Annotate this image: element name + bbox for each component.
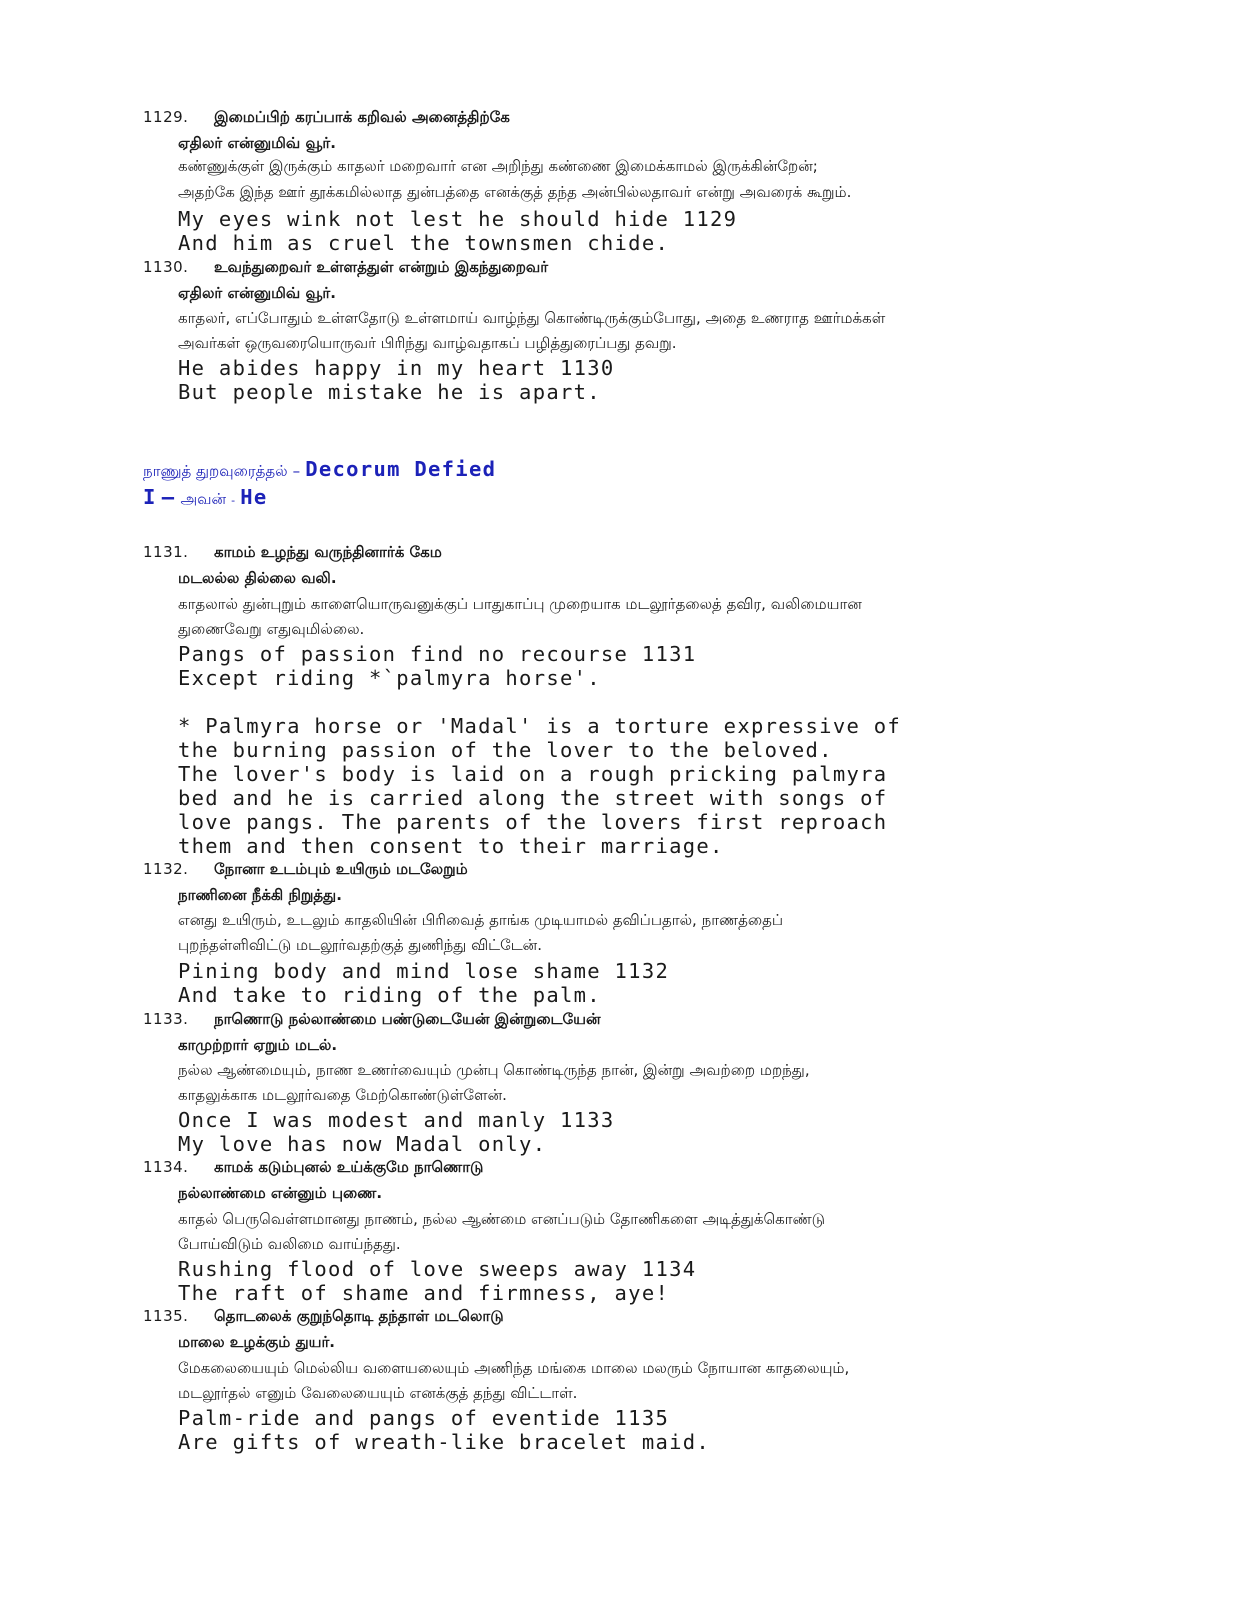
verse-line-1: நோனா உடம்பும் உயிரும் மடலேறும் [214, 860, 468, 878]
explanation-line: காதலர், எப்போதும் உள்ளதோடு உள்ளமாய் வாழ்ந்து கொண்டிருக்கும்போது, அதை உணராத ஊர்மக்கள் [178, 309, 886, 327]
verse-line-2: காமுற்றார் ஏறும் மடல். [178, 1036, 338, 1054]
verse-number: 1130. [143, 258, 189, 276]
explanation-line: மேகலையையும் மெல்லிய வளையலையும் அணிந்த மங்கை மாலை மலரும் நோயான காதலையும், [178, 1359, 850, 1377]
verse-line-1: தொடலைக் குறுந்தொடி தந்தாள் மடலொடு [214, 1307, 504, 1325]
verse-number: 1129. [143, 108, 189, 126]
verse-line-1: காமக் கடும்புனல் உய்க்குமே நாணொடு [214, 1158, 484, 1176]
verse-line-2: மடலல்ல தில்லை வலி. [178, 569, 337, 587]
footnote-line: love pangs. The parents of the lovers first reproach [178, 810, 888, 834]
english-line: And him as cruel the townsmen chide. [178, 231, 670, 255]
footnote-line: them and then consent to their marriage. [178, 834, 724, 858]
verse-line-1: நாணொடு நல்லாண்மை பண்டுடையேன் இன்றுடையேன் [214, 1010, 601, 1028]
footnote-line: * Palmyra horse or 'Madal' is a torture expressive of [178, 714, 902, 738]
explanation-line: கண்ணுக்குள் இருக்கும் காதலர் மறைவார் என அறிந்து கண்ணை இமைக்காமல் இருக்கின்றேன்; [178, 157, 818, 175]
explanation-line: காதலால் துன்புறும் காளையொருவனுக்குப் பாதுகாப்பு முறையாக மடலூர்தலைத் தவிர, வலிமையான [178, 595, 862, 613]
verse-line-2: நல்லாண்மை என்னும் புணை. [178, 1184, 383, 1202]
explanation-line: அதற்கே இந்த ஊர் தூக்கமில்லாத துன்பத்தை எனக்குத் தந்த அன்பில்லதாவர் என்று அவரைக் கூறும். [178, 183, 852, 201]
chapter-subtitle [143, 485, 268, 510]
chapter-title-tamil: நாணுத் துறவுரைத்தல் [143, 462, 288, 480]
english-line: Pining body and mind lose shame 1132 [178, 959, 670, 983]
subtitle-english: He [240, 485, 268, 509]
verse-number: 1133. [143, 1010, 189, 1028]
verse-number: 1131. [143, 543, 189, 561]
verse-number: 1132. [143, 860, 189, 878]
verse-line-1: இமைப்பிற் கரப்பாக் கறிவல் அனைத்திற்கே [214, 108, 510, 126]
explanation-line: மடலூர்தல் எனும் வேலையையும் எனக்குத் தந்து விட்டாள். [178, 1384, 578, 1402]
english-line: Palm-ride and pangs of eventide 1135 [178, 1406, 670, 1430]
english-line: Except riding *`palmyra horse'. [178, 666, 601, 690]
english-line: The raft of shame and firmness, aye! [178, 1281, 670, 1305]
footnote-line: bed and he is carried along the street with songs of [178, 786, 888, 810]
english-line: But people mistake he is apart. [178, 380, 601, 404]
english-line: Are gifts of wreath-like bracelet maid. [178, 1430, 711, 1454]
subtitle-separator: – [161, 485, 176, 509]
verse-line-2: நாணினை நீக்கி நிறுத்து. [178, 886, 342, 904]
english-line: Rushing flood of love sweeps away 1134 [178, 1257, 697, 1281]
footnote-line: The lover's body is laid on a rough pricking palmyra [178, 762, 888, 786]
explanation-line: காதலுக்காக மடலூர்வதை மேற்கொண்டுள்ளேன். [178, 1086, 507, 1104]
chapter-title [143, 457, 496, 482]
english-line: Pangs of passion find no recourse 1131 [178, 642, 697, 666]
english-line: My love has now Madal only. [178, 1132, 547, 1156]
english-line: He abides happy in my heart 1130 [178, 356, 615, 380]
explanation-line: துணைவேறு எதுவுமில்லை. [178, 620, 365, 638]
english-line: My eyes wink not lest he should hide 1129 [178, 207, 738, 231]
english-line: And take to riding of the palm. [178, 983, 601, 1007]
subtitle-dot: - [231, 494, 236, 507]
footnote-line: the burning passion of the lover to the beloved. [178, 738, 833, 762]
english-line: Once I was modest and manly 1133 [178, 1108, 615, 1132]
verse-line-2: ஏதிலர் என்னுமிவ் வூர். [178, 284, 336, 302]
subtitle-tamil: அவன் [180, 490, 227, 508]
explanation-line: அவர்கள் ஒருவரையொருவர் பிரிந்து வாழ்வதாகப் பழித்துரைப்பது தவறு. [178, 334, 677, 352]
explanation-line: போய்விடும் வலிமை வாய்ந்தது. [178, 1235, 401, 1253]
verse-line-2: ஏதிலர் என்னுமிவ் வூர். [178, 134, 336, 152]
chapter-title-separator: – [292, 462, 301, 480]
explanation-line: எனது உயிரும், உடலும் காதலியின் பிரிவைத் தாங்க முடியாமல் தவிப்பதால், நாணத்தைப் [178, 911, 784, 929]
explanation-line: புறந்தள்ளிவிட்டு மடலூர்வதற்குத் துணிந்து விட்டேன். [178, 936, 542, 954]
chapter-title-english: Decorum Defied [305, 457, 497, 481]
explanation-line: காதல் பெருவெள்ளமானது நாணம், நல்ல ஆண்மை எனப்படும் தோணிகளை அடித்துக்கொண்டு [178, 1210, 826, 1228]
verse-line-2: மாலை உழக்கும் துயர். [178, 1333, 335, 1351]
explanation-line: நல்ல ஆண்மையும், நாண உணர்வையும் முன்பு கொண்டிருந்த நான், இன்று அவற்றை மறந்து, [178, 1061, 810, 1079]
subtitle-roman: I [143, 485, 157, 509]
verse-number: 1135. [143, 1307, 189, 1325]
verse-line-1: காமம் உழந்து வருந்தினார்க் கேம [214, 543, 442, 561]
verse-line-1: உவந்துறைவர் உள்ளத்துள் என்றும் இகந்துறைவர் [214, 258, 549, 276]
verse-number: 1134. [143, 1158, 189, 1176]
